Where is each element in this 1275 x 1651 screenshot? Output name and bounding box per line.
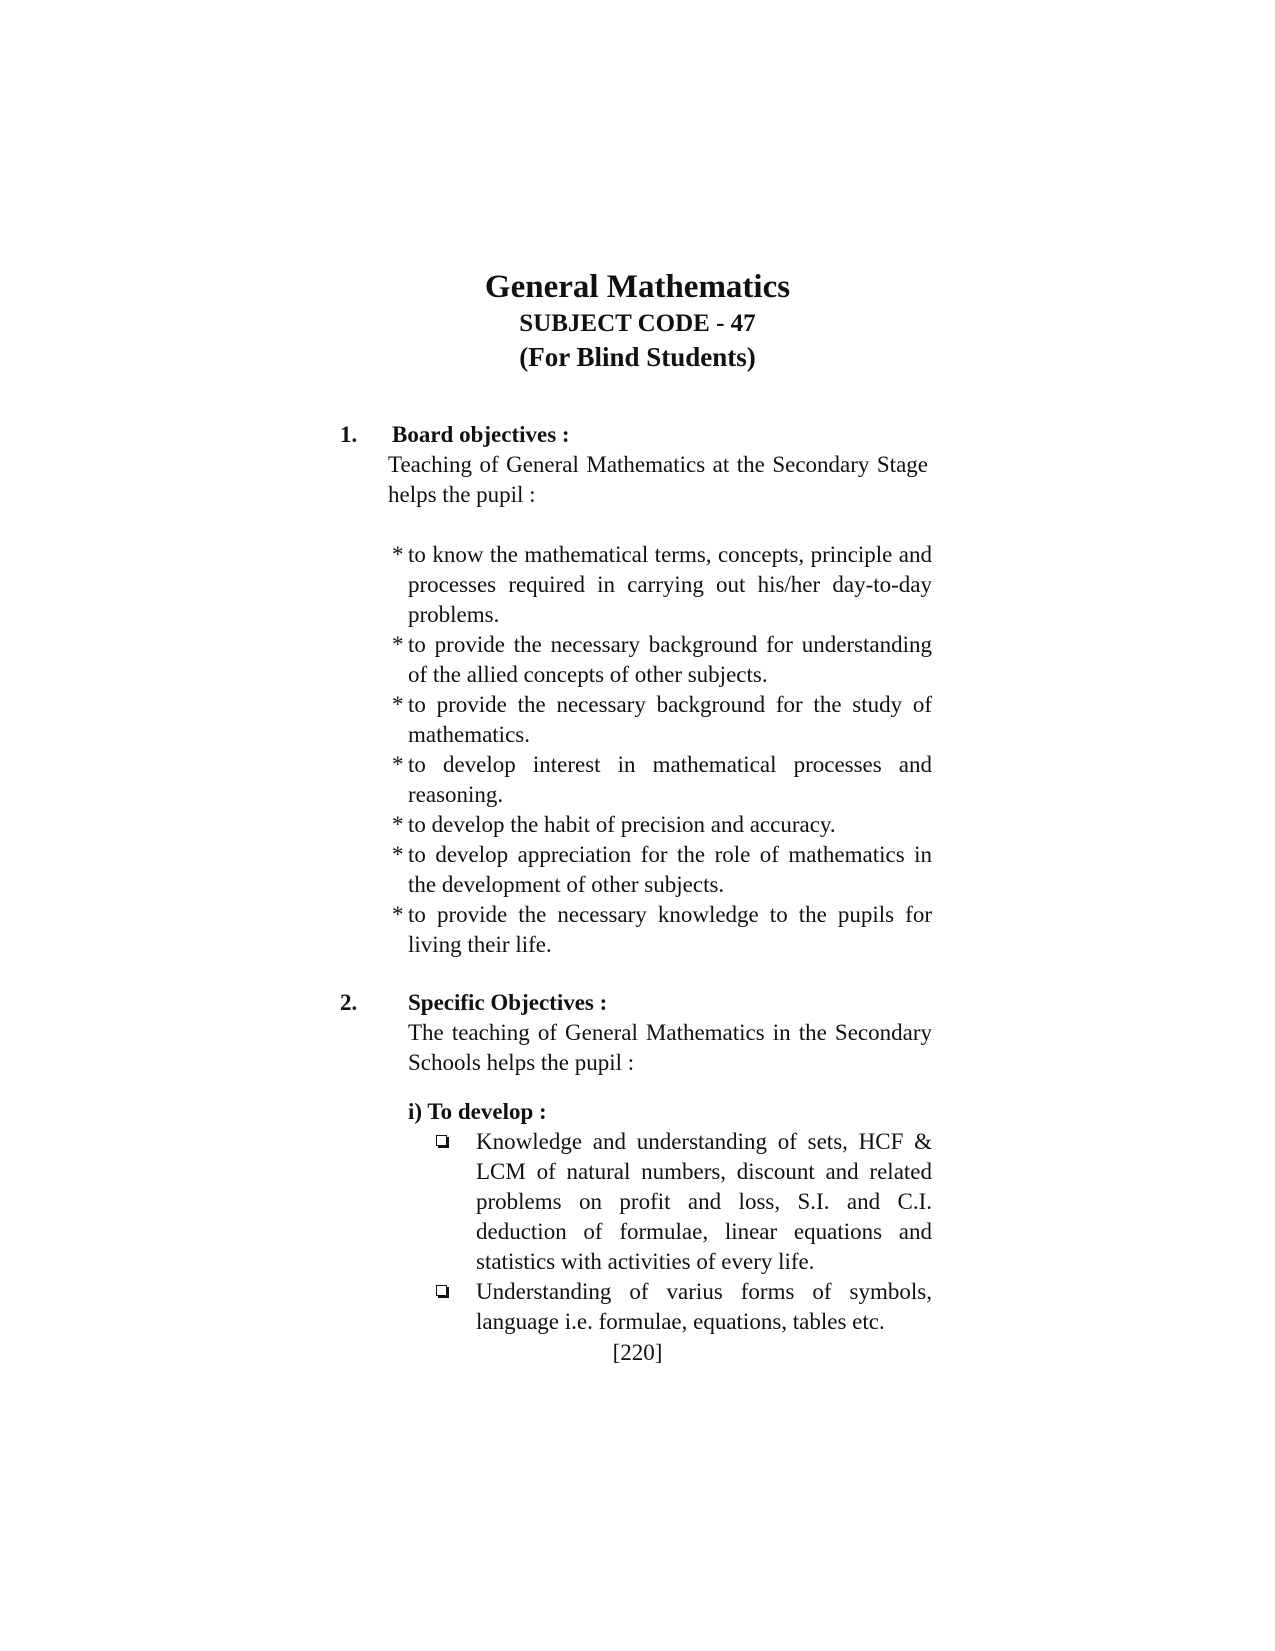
asterisk-bullet: *: [392, 812, 404, 837]
subsection-heading: i) To develop :: [408, 1099, 547, 1124]
list-item-text: to provide the necessary background for understanding of the allied concepts of other subjects.: [408, 632, 932, 687]
develop-objectives-list: [436, 1127, 932, 1337]
page-title: General Mathematics: [484, 269, 791, 305]
list-item-text: to develop appreciation for the role of mathematics in the development of other subjects.: [408, 842, 932, 897]
list-item: [392, 690, 932, 750]
subject-code: SUBJECT CODE - 47: [519, 310, 756, 337]
list-item-text: Knowledge and understanding of sets, HCF & LCM of natural numbers, discount and related problems on profit and loss, S.I. and C.I. deduction of formulae, linear equations and statistics with activities of every life.: [476, 1129, 932, 1274]
list-item: [436, 1277, 932, 1337]
section-intro: The teaching of General Mathematics in the Secondary Schools helps the pupil :: [408, 1020, 932, 1075]
asterisk-bullet: *: [392, 542, 404, 567]
audience-note: (For Blind Students): [519, 342, 756, 372]
asterisk-bullet: *: [392, 692, 404, 717]
list-item: [392, 900, 932, 960]
list-item-text: to develop the habit of precision and accuracy.: [408, 812, 836, 837]
section-heading: Specific Objectives :: [408, 990, 608, 1015]
section-number: 2.: [340, 990, 358, 1015]
list-item: [392, 540, 932, 630]
asterisk-bullet: *: [392, 752, 404, 777]
list-item: [392, 750, 932, 810]
list-item-text: to provide the necessary knowledge to the pupils for living their life.: [408, 902, 932, 957]
board-objectives-list: [392, 540, 932, 960]
list-item: [392, 630, 932, 690]
section-heading: Board objectives :: [392, 422, 570, 447]
asterisk-bullet: *: [392, 842, 404, 867]
list-item: [392, 840, 932, 900]
list-item-text: to know the mathematical terms, concepts, principle and processes required in carrying out his/her day-to-day problems.: [408, 542, 932, 627]
checkbox-bullet-icon: [436, 1285, 447, 1296]
list-item-text: to develop interest in mathematical processes and reasoning.: [408, 752, 932, 807]
list-item: [436, 1127, 932, 1277]
section-intro: Teaching of General Mathematics at the Secondary Stage helps the pupil :: [388, 452, 928, 507]
list-item-text: Understanding of varius forms of symbols, language i.e. formulae, equations, tables etc.: [476, 1279, 932, 1334]
title-block: [0, 268, 1275, 374]
checkbox-bullet-icon: [436, 1135, 447, 1146]
asterisk-bullet: *: [392, 902, 404, 927]
list-item-text: to provide the necessary background for the study of mathematics.: [408, 692, 932, 747]
section-number: 1.: [340, 422, 358, 447]
list-item: [392, 810, 932, 840]
page-number: [220]: [612, 1340, 663, 1365]
asterisk-bullet: *: [392, 632, 404, 657]
